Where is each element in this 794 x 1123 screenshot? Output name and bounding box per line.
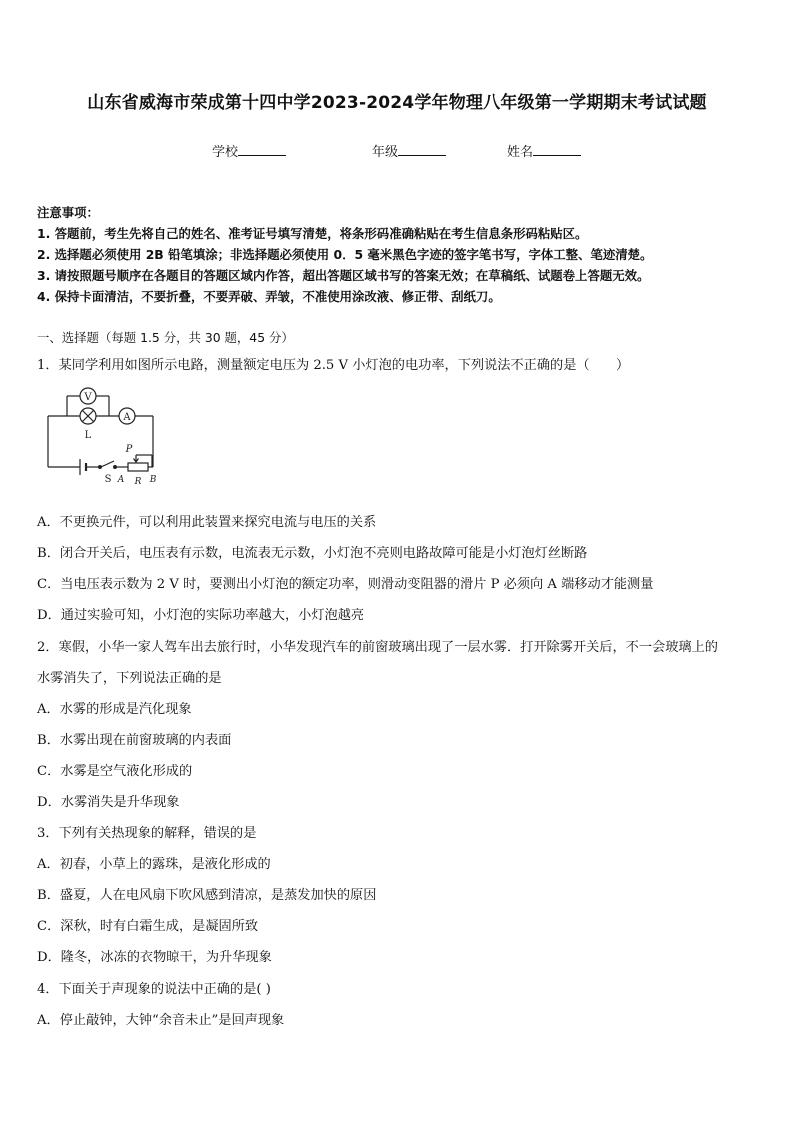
switch-label: S <box>104 474 112 485</box>
end-b-label: B <box>149 475 157 485</box>
notes-heading: 注意事项： <box>37 205 99 220</box>
switch-icon <box>101 461 114 467</box>
name-field: 姓名 <box>507 141 581 160</box>
question-3-option-c: C．深秋，时有白霜生成，是凝固所致 <box>37 919 259 934</box>
note-item: 3. 请按照题号顺序在各题目的答题区域内作答，超出答题区域书写的答案无效；在草稿纸、试题卷上答题无效。 <box>37 268 650 283</box>
page-title: 山东省威海市荣成第十四中学2023-2024学年物理八年级第一学期期末考试试题 <box>87 93 707 113</box>
school-field: 学校 <box>212 141 286 160</box>
question-2-stem: 2．寒假，小华一家人驾车出去旅行时，小华发现汽车的前窗玻璃出现了一层水雾．打开除雾开关后，不一会玻璃上的 <box>37 640 718 655</box>
lamp-label: L <box>84 430 92 441</box>
question-2-option-a: A．水雾的形成是汽化现象 <box>37 702 192 717</box>
school-blank[interactable] <box>238 143 286 156</box>
question-3-option-a: A．初春，小草上的露珠，是液化形成的 <box>37 857 271 872</box>
circuit-diagram <box>44 381 164 491</box>
question-2-stem-cont: 水雾消失了，下列说法正确的是 <box>37 671 222 686</box>
name-blank[interactable] <box>533 143 581 156</box>
question-1-stem: 1．某同学利用如图所示电路，测量额定电压为 2.5 V 小灯泡的电功率，下列说法不正确的是（ ） <box>37 358 630 373</box>
resistor-label: R <box>134 477 142 487</box>
note-item: 4. 保持卡面清洁，不要折叠，不要弄破、弄皱，不准使用涂改液、修正带、刮纸刀。 <box>37 289 501 304</box>
student-info-fields <box>0 141 794 161</box>
grade-blank[interactable] <box>398 143 446 156</box>
question-2-option-d: D．水雾消失是升华现象 <box>37 795 180 810</box>
question-3-option-b: B．盛夏，人在电风扇下吹风感到清凉，是蒸发加快的原因 <box>37 888 377 903</box>
question-2-option-b: B．水雾出现在前窗玻璃的内表面 <box>37 733 232 748</box>
question-4-stem: 4．下面关于声现象的说法中正确的是( ) <box>37 982 271 997</box>
rheostat-icon <box>128 463 148 471</box>
section-heading: 一、选择题（每题 1.5 分，共 30 题，45 分） <box>37 330 294 345</box>
grade-field: 年级 <box>372 141 446 160</box>
question-3-stem: 3．下列有关热现象的解释，错误的是 <box>37 826 257 841</box>
question-1-option-a: A．不更换元件，可以利用此装置来探究电流与电压的关系 <box>37 515 377 530</box>
ammeter-label: A <box>123 412 131 423</box>
note-item: 2. 选择题必须使用 2B 铅笔填涂；非选择题必须使用 0．5 毫米黑色字迹的签字笔书写，字体工整、笔迹清楚。 <box>37 247 653 262</box>
slider-label: P <box>125 444 133 455</box>
question-2-option-c: C．水雾是空气液化形成的 <box>37 764 193 779</box>
question-1-option-c: C．当电压表示数为 2 V 时，要测出小灯泡的额定功率，则滑动变阻器的滑片 P 必须向 A 端移动才能测量 <box>37 577 654 592</box>
end-a-label: A <box>117 475 125 485</box>
question-1-option-b: B．闭合开关后，电压表有示数，电流表无示数，小灯泡不亮则电路故障可能是小灯泡灯丝断路 <box>37 546 588 561</box>
question-3-option-d: D．隆冬，冰冻的衣物晾干，为升华现象 <box>37 950 272 965</box>
question-4-option-a: A．停止敲钟，大钟“余音未止”是回声现象 <box>37 1013 285 1028</box>
note-item: 1. 答题前，考生先将自己的姓名、准考证号填写清楚，将条形码准确粘贴在考生信息条形码粘贴区。 <box>37 226 588 241</box>
voltmeter-label: V <box>84 392 92 403</box>
question-1-option-d: D．通过实验可知，小灯泡的实际功率越大，小灯泡越亮 <box>37 608 365 623</box>
